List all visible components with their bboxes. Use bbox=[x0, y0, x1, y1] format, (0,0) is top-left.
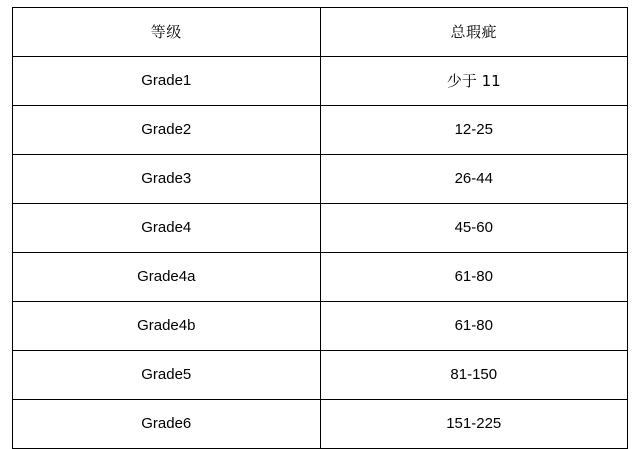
cell-defects: 61-80 bbox=[320, 253, 628, 302]
cell-grade: Grade3 bbox=[13, 155, 321, 204]
cell-grade: Grade5 bbox=[13, 351, 321, 400]
cell-defects: 26-44 bbox=[320, 155, 628, 204]
cell-grade: Grade6 bbox=[13, 400, 321, 449]
cell-grade: Grade1 bbox=[13, 57, 321, 106]
grade-defects-table bbox=[12, 7, 628, 449]
table-header-row bbox=[13, 8, 628, 57]
cell-grade: Grade4 bbox=[13, 204, 321, 253]
table-row bbox=[13, 400, 628, 449]
table-row bbox=[13, 155, 628, 204]
table-row bbox=[13, 253, 628, 302]
cell-defects: 151-225 bbox=[320, 400, 628, 449]
cell-defects: 81-150 bbox=[320, 351, 628, 400]
cell-defects: 45-60 bbox=[320, 204, 628, 253]
column-header-grade: 等级 bbox=[13, 8, 321, 57]
cell-grade: Grade4a bbox=[13, 253, 321, 302]
column-header-total-defects: 总瑕疵 bbox=[320, 8, 628, 57]
cell-defects: 61-80 bbox=[320, 302, 628, 351]
cell-grade: Grade4b bbox=[13, 302, 321, 351]
cell-grade: Grade2 bbox=[13, 106, 321, 155]
cell-defects: 12-25 bbox=[320, 106, 628, 155]
table-row bbox=[13, 351, 628, 400]
table-row bbox=[13, 302, 628, 351]
cell-defects: 少于 11 bbox=[320, 57, 628, 106]
table-row bbox=[13, 57, 628, 106]
table-row bbox=[13, 204, 628, 253]
table-row bbox=[13, 106, 628, 155]
